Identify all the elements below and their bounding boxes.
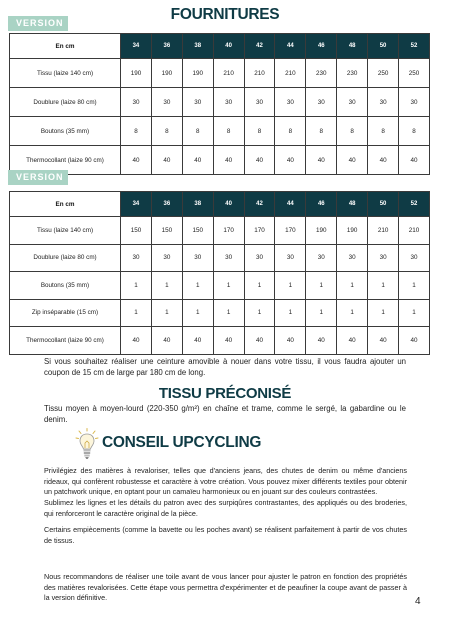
table-cell: 1	[275, 272, 306, 300]
row-label: Boutons (35 mm)	[10, 117, 121, 146]
table-cell: 8	[306, 117, 337, 146]
page-number: 4	[415, 596, 421, 607]
table-cell: 230	[337, 59, 368, 88]
table-cell: 40	[368, 146, 399, 175]
ceinture-note: Si vous souhaitez réaliser une ceinture amovible à nouer dans votre tissu, il vous faudra ajouter un coupon de 15 cm de large par 180 cm de long.	[44, 357, 406, 377]
table-cell: 40	[275, 327, 306, 355]
table-cell: 1	[399, 272, 430, 300]
size-header: 40	[213, 192, 244, 217]
table-corner-label: En cm	[10, 192, 121, 217]
table-cell: 30	[244, 88, 275, 117]
size-header: 52	[399, 34, 430, 59]
table-cell: 8	[275, 117, 306, 146]
table-row	[10, 327, 430, 355]
conseil-paragraph-2: Sublimez les lignes et les détails du patron avec des surpiqûres contrastantes, des appliqués ou des broderies, qui renforceront le caractère original de la pièce.	[44, 498, 407, 518]
size-header: 36	[151, 34, 182, 59]
table-cell: 40	[399, 327, 430, 355]
section-title-conseil: CONSEIL UPCYCLING	[102, 434, 262, 451]
table-cell: 1	[121, 299, 152, 327]
table-cell: 170	[275, 217, 306, 245]
row-label: Tissu (laize 140 cm)	[10, 59, 121, 88]
table-cell: 40	[213, 327, 244, 355]
table-cell: 8	[337, 117, 368, 146]
row-label: Doublure (laize 80 cm)	[10, 88, 121, 117]
table-cell: 1	[306, 272, 337, 300]
table-cell: 170	[213, 217, 244, 245]
version-2-tag: VERSION	[8, 170, 68, 185]
table-row	[10, 299, 430, 327]
table-header-row	[10, 192, 430, 217]
row-label: Doublure (laize 80 cm)	[10, 244, 121, 272]
conseil-paragraph-4: Nous recommandons de réaliser une toile avant de vous lancer pour ajuster le patron en fonction des propriétés des matières revalorisées. Cette étape vous permettra d'expérimenter et de peaufiner la coupe avant de passer à la version définitive.	[44, 572, 407, 603]
table-cell: 30	[182, 244, 213, 272]
table-cell: 30	[213, 244, 244, 272]
table-row	[10, 88, 430, 117]
version-1-tag: VERSION	[8, 16, 68, 31]
table-cell: 40	[121, 327, 152, 355]
table-cell: 1	[368, 272, 399, 300]
table-cell: 30	[399, 244, 430, 272]
table-row	[10, 272, 430, 300]
page-title-fournitures: FOURNITURES	[170, 6, 280, 23]
table-cell: 1	[306, 299, 337, 327]
table-row	[10, 59, 430, 88]
table-cell: 1	[368, 299, 399, 327]
table-cell: 30	[306, 244, 337, 272]
table-row	[10, 117, 430, 146]
table-cell: 1	[182, 272, 213, 300]
table-cell: 210	[399, 217, 430, 245]
table-cell: 1	[121, 272, 152, 300]
table-cell: 210	[213, 59, 244, 88]
version-1-table	[9, 33, 430, 175]
table-row	[10, 217, 430, 245]
table-cell: 8	[399, 117, 430, 146]
table-cell: 40	[306, 146, 337, 175]
table-cell: 8	[121, 117, 152, 146]
table-cell: 1	[244, 299, 275, 327]
table-cell: 230	[306, 59, 337, 88]
table-cell: 150	[151, 217, 182, 245]
table-cell: 210	[275, 59, 306, 88]
table-cell: 40	[306, 327, 337, 355]
tissu-description: Tissu moyen à moyen-lourd (220-350 g/m²) en chaîne et trame, comme le sergé, la gabardine ou le denim.	[44, 404, 406, 424]
table-cell: 1	[275, 299, 306, 327]
size-header: 34	[121, 34, 152, 59]
table-cell: 8	[244, 117, 275, 146]
table-cell: 150	[182, 217, 213, 245]
size-header: 46	[306, 192, 337, 217]
size-header: 42	[244, 192, 275, 217]
table-cell: 40	[275, 146, 306, 175]
table-cell: 30	[368, 88, 399, 117]
size-header: 42	[244, 34, 275, 59]
table-cell: 40	[182, 146, 213, 175]
table-cell: 40	[368, 327, 399, 355]
row-label: Thermocollant (laize 90 cm)	[10, 327, 121, 355]
table-cell: 250	[368, 59, 399, 88]
table-cell: 40	[337, 146, 368, 175]
table-cell: 30	[121, 244, 152, 272]
table-cell: 30	[337, 244, 368, 272]
table-header-row	[10, 34, 430, 59]
section-title-tissu: TISSU PRÉCONISÉ	[158, 385, 292, 402]
size-header: 44	[275, 192, 306, 217]
table-cell: 8	[182, 117, 213, 146]
table-cell: 1	[337, 299, 368, 327]
table-cell: 1	[337, 272, 368, 300]
table-cell: 30	[275, 244, 306, 272]
table-cell: 1	[151, 272, 182, 300]
size-header: 50	[368, 34, 399, 59]
table-cell: 210	[244, 59, 275, 88]
size-header: 48	[337, 192, 368, 217]
size-header: 36	[151, 192, 182, 217]
table-cell: 8	[368, 117, 399, 146]
lightbulb-icon	[75, 428, 99, 464]
table-cell: 40	[399, 146, 430, 175]
table-cell: 30	[213, 88, 244, 117]
table-cell: 30	[151, 88, 182, 117]
table-cell: 30	[399, 88, 430, 117]
conseil-paragraph-1: Privilégiez des matières à revaloriser, telles que d'anciens jeans, des chutes de denim ou même d'anciens rideaux, qui confèrent robustesse et caractère à votre création. Vous pouvez mixer différents textiles pour obtenir un patchwork unique, en optant pour un camaïeu harmonieux ou en jouant sur des couleurs contrastées.	[44, 466, 407, 497]
table-cell: 30	[306, 88, 337, 117]
version-2-table	[9, 191, 430, 355]
table-cell: 1	[151, 299, 182, 327]
size-header: 44	[275, 34, 306, 59]
table-cell: 1	[182, 299, 213, 327]
size-header: 40	[213, 34, 244, 59]
table-cell: 190	[306, 217, 337, 245]
table-cell: 30	[121, 88, 152, 117]
table-cell: 1	[213, 272, 244, 300]
table-cell: 30	[244, 244, 275, 272]
table-cell: 30	[337, 88, 368, 117]
table-cell: 210	[368, 217, 399, 245]
size-header: 34	[121, 192, 152, 217]
table-cell: 40	[151, 146, 182, 175]
row-label: Zip inséparable (15 cm)	[10, 299, 121, 327]
table-cell: 30	[368, 244, 399, 272]
table-cell: 1	[244, 272, 275, 300]
table-cell: 8	[213, 117, 244, 146]
table-cell: 30	[182, 88, 213, 117]
table-cell: 8	[151, 117, 182, 146]
row-label: Boutons (35 mm)	[10, 272, 121, 300]
size-header: 48	[337, 34, 368, 59]
table-cell: 1	[213, 299, 244, 327]
size-header: 46	[306, 34, 337, 59]
size-header: 50	[368, 192, 399, 217]
table-cell: 40	[244, 327, 275, 355]
table-cell: 250	[399, 59, 430, 88]
size-header: 38	[182, 192, 213, 217]
table-row	[10, 146, 430, 175]
table-cell: 170	[244, 217, 275, 245]
table-cell: 40	[213, 146, 244, 175]
table-cell: 30	[151, 244, 182, 272]
table-cell: 30	[275, 88, 306, 117]
table-cell: 190	[182, 59, 213, 88]
size-header: 38	[182, 34, 213, 59]
table-cell: 1	[399, 299, 430, 327]
table-cell: 150	[121, 217, 152, 245]
table-cell: 190	[337, 217, 368, 245]
row-label: Tissu (laize 140 cm)	[10, 217, 121, 245]
table-cell: 40	[151, 327, 182, 355]
table-cell: 40	[182, 327, 213, 355]
table-cell: 40	[337, 327, 368, 355]
table-row	[10, 244, 430, 272]
table-cell: 40	[244, 146, 275, 175]
table-cell: 40	[121, 146, 152, 175]
conseil-paragraph-3: Certains empiècements (comme la bavette ou les poches avant) se réalisent parfaitement à partir de vos chutes de tissus.	[44, 525, 407, 545]
table-corner-label: En cm	[10, 34, 121, 59]
size-header: 52	[399, 192, 430, 217]
table-cell: 190	[121, 59, 152, 88]
table-cell: 190	[151, 59, 182, 88]
row-label: Thermocollant (laize 90 cm)	[10, 146, 121, 175]
